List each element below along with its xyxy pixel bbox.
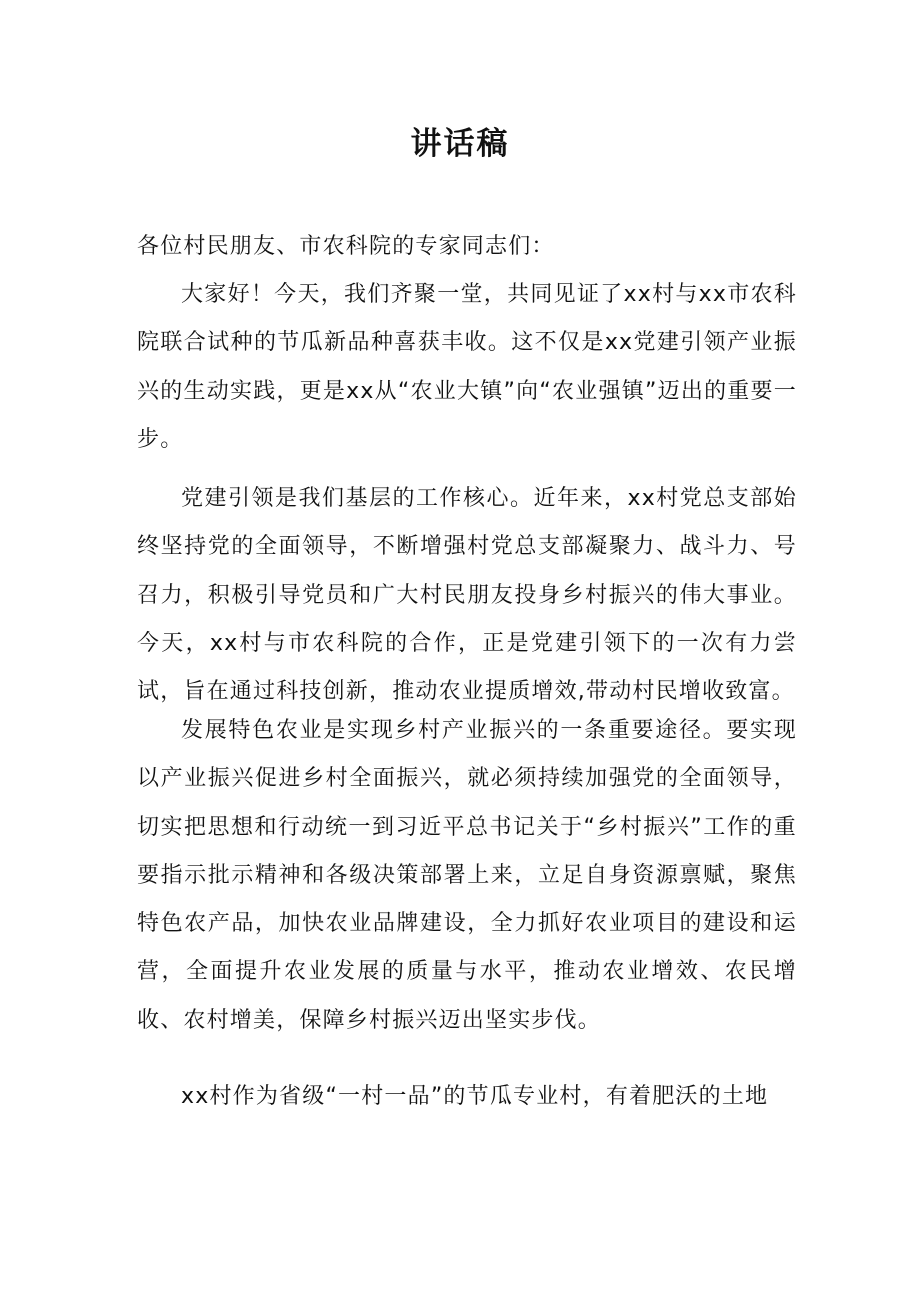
paragraph-2: 党建引领是我们基层的工作核心。近年来，xx村党总支部始终坚持党的全面领导，不断增强村党总支部凝聚力、战斗力、号召力，积极引导党员和广大村民朋友投身乡村振兴的伟大事业。今天，xx村与市农科院的合作，正是党建引领下的一次有力尝试，旨在通过科技创新，推动农业提质增效,带动村民增收致富。 xyxy=(137,486,797,705)
paragraph-3: 发展特色农业是实现乡村产业振兴的一条重要途径。要实现以产业振兴促进乡村全面振兴，就必须持续加强党的全面领导，切实把思想和行动统一到习近平总书记关于“乡村振兴”工作的重要指示批示精神和各级决策部署上来，立足自身资源禀赋，聚焦特色农产品，加快农业品牌建设，全力抓好农业项目的建设和运营，全面提升农业发展的质量与水平，推动农业增效、农民增收、农村增美，保障乡村振兴迈出坚实步伐。 xyxy=(137,718,797,1033)
paragraph-1: 大家好！今天，我们齐聚一堂，共同见证了xx村与xx市农科院联合试种的节瓜新品种喜获丰收。这不仅是xx党建引领产业振兴的生动实践，更是xx从“农业大镇”向“农业强镇”迈出的重要一步。 xyxy=(137,282,797,452)
paragraph-4: xx村作为省级“一村一品”的节瓜专业村，有着肥沃的土地 xyxy=(181,1084,769,1109)
salutation: 各位村民朋友、市农科院的专家同志们： xyxy=(137,234,555,259)
document-title: 讲话稿 xyxy=(410,126,510,162)
